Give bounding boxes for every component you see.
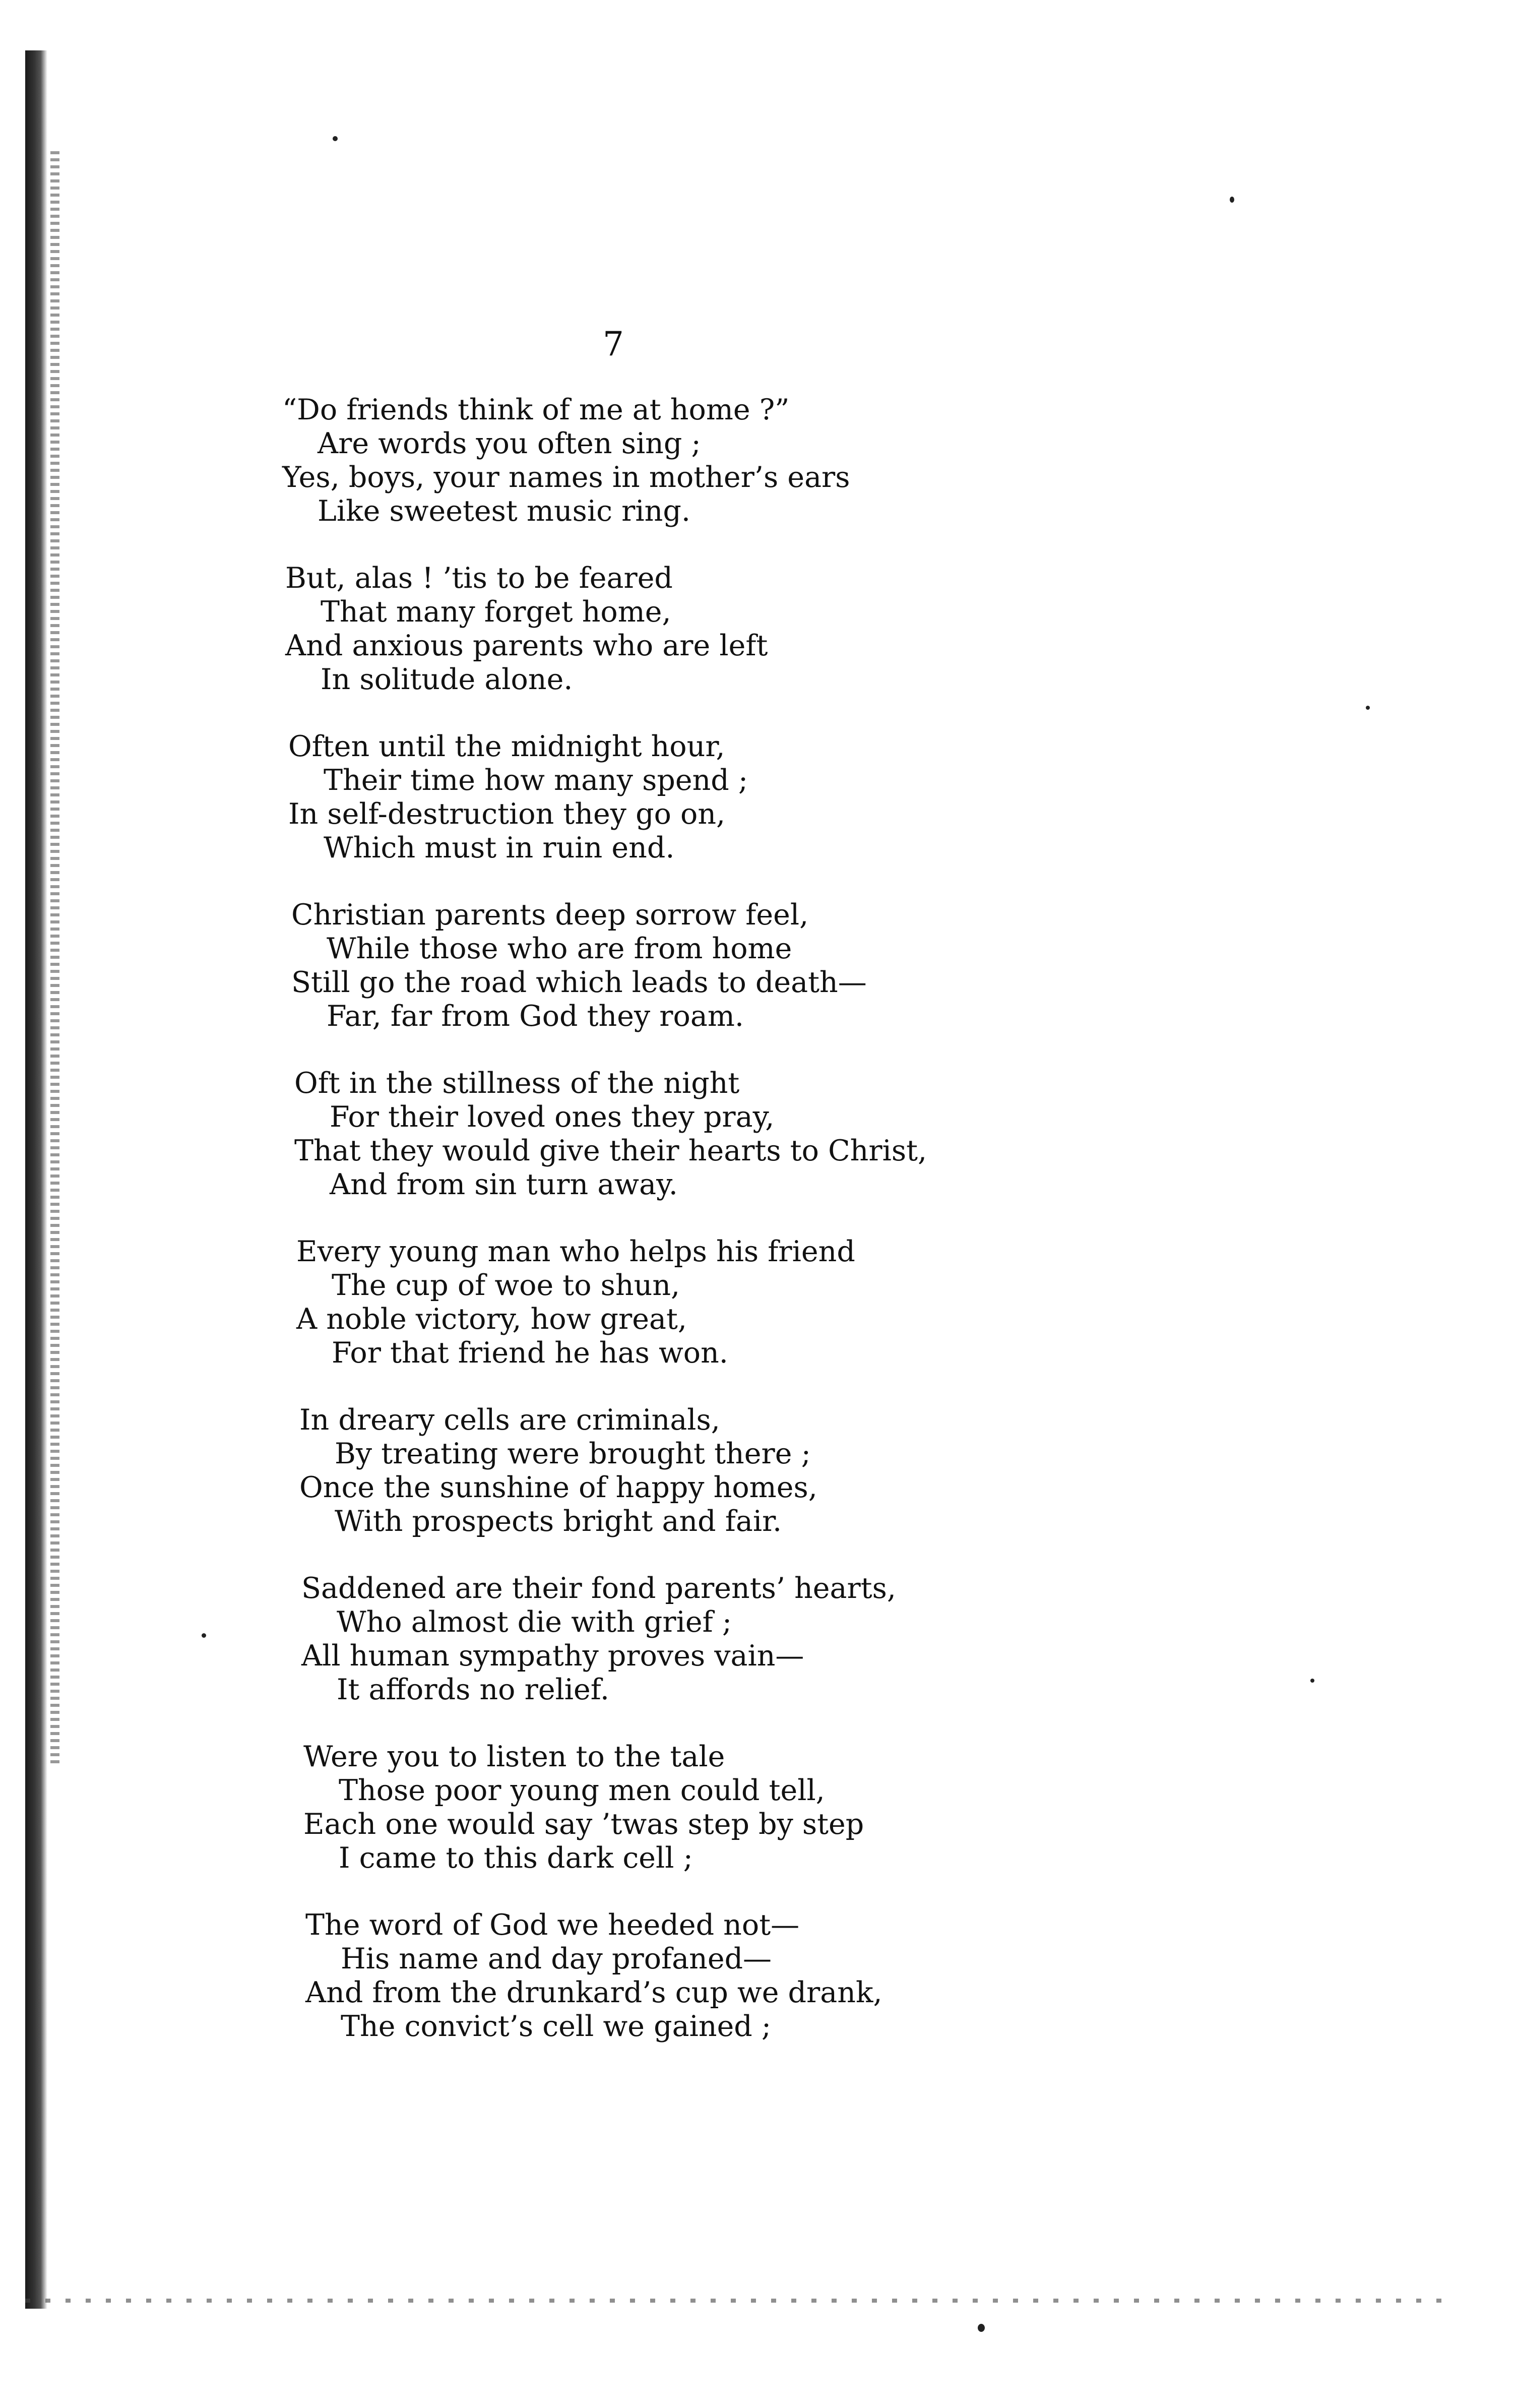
poem-body	[282, 393, 1290, 2077]
poem-line: A noble victory, how great,	[296, 1303, 687, 1336]
print-speck	[1310, 1679, 1314, 1683]
poem-line: The word of God we heeded not—	[305, 1908, 800, 1942]
poem-line: With prospects bright and fair.	[335, 1505, 782, 1538]
poem-line: And from sin turn away.	[330, 1168, 678, 1201]
poem-line: Each one would say ’twas step by step	[303, 1808, 864, 1841]
stanza	[282, 1908, 1290, 2044]
poem-line: Who almost die with grief ;	[337, 1606, 732, 1639]
binding-edge	[25, 50, 47, 2309]
poem-line: And from the drunkard’s cup we drank,	[305, 1976, 882, 2009]
poem-line: It affords no relief.	[337, 1673, 609, 1706]
page-number: 7	[603, 325, 624, 363]
poem-line: Still go the road which leads to death—	[291, 966, 867, 999]
poem-line: Once the sunshine of happy homes,	[299, 1471, 817, 1504]
print-speck	[1366, 706, 1370, 710]
poem-line: Are words you often sing ;	[318, 427, 701, 460]
poem-line: Which must in ruin end.	[324, 831, 675, 865]
poem-line: But, alas ! ’tis to be feared	[285, 562, 673, 595]
poem-line: In dreary cells are criminals,	[299, 1403, 720, 1437]
bottom-page-edge	[25, 2299, 1446, 2303]
poem-line: While those who are from home	[327, 932, 792, 965]
poem-line: Every young man who helps his friend	[296, 1235, 855, 1268]
stanza	[282, 393, 1290, 528]
print-speck	[333, 136, 338, 141]
poem-line: Yes, boys, your names in mother’s ears	[282, 461, 850, 494]
stanza	[282, 1067, 1290, 1202]
poem-line: Often until the midnight hour,	[288, 730, 725, 763]
poem-line: That many forget home,	[321, 595, 671, 629]
poem-line: For their loved ones they pray,	[330, 1100, 775, 1134]
poem-line: Saddened are their fond parents’ hearts,	[301, 1572, 897, 1605]
poem-line: I came to this dark cell ;	[339, 1841, 693, 1875]
poem-line: All human sympathy proves vain—	[301, 1639, 804, 1673]
stanza	[282, 898, 1290, 1033]
poem-line: “Do friends think of me at home ?”	[282, 393, 790, 426]
poem-line: Like sweetest music ring.	[318, 495, 690, 528]
poem-line: For that friend he has won.	[332, 1336, 728, 1370]
stanza	[282, 1235, 1290, 1370]
print-speck	[1230, 197, 1234, 203]
poem-line: Their time how many spend ;	[324, 764, 748, 797]
stanza	[282, 562, 1290, 697]
poem-line: In solitude alone.	[321, 663, 573, 696]
poem-line: Far, far from God they roam.	[327, 1000, 744, 1033]
poem-line: The convict’s cell we gained ;	[341, 2010, 772, 2043]
poem-line: Those poor young men could tell,	[339, 1774, 825, 1807]
binding-shadow	[50, 151, 59, 1764]
poem-line: That they would give their hearts to Christ,	[294, 1134, 927, 1167]
print-speck	[202, 1633, 206, 1638]
poem-line: His name and day profaned—	[341, 1942, 772, 1975]
stanza	[282, 730, 1290, 865]
poem-line: Were you to listen to the tale	[303, 1740, 725, 1773]
print-speck	[978, 2324, 985, 2332]
poem-line: In self-destruction they go on,	[288, 797, 726, 831]
stanza	[282, 1740, 1290, 1875]
poem-line: By treating were brought there ;	[335, 1437, 811, 1470]
stanza	[282, 1403, 1290, 1538]
poem-line: Christian parents deep sorrow feel,	[291, 898, 809, 932]
stanza	[282, 1572, 1290, 1707]
poem-line: Oft in the stillness of the night	[294, 1067, 740, 1100]
poem-line: The cup of woe to shun,	[332, 1269, 680, 1302]
poem-line: And anxious parents who are left	[285, 629, 768, 662]
